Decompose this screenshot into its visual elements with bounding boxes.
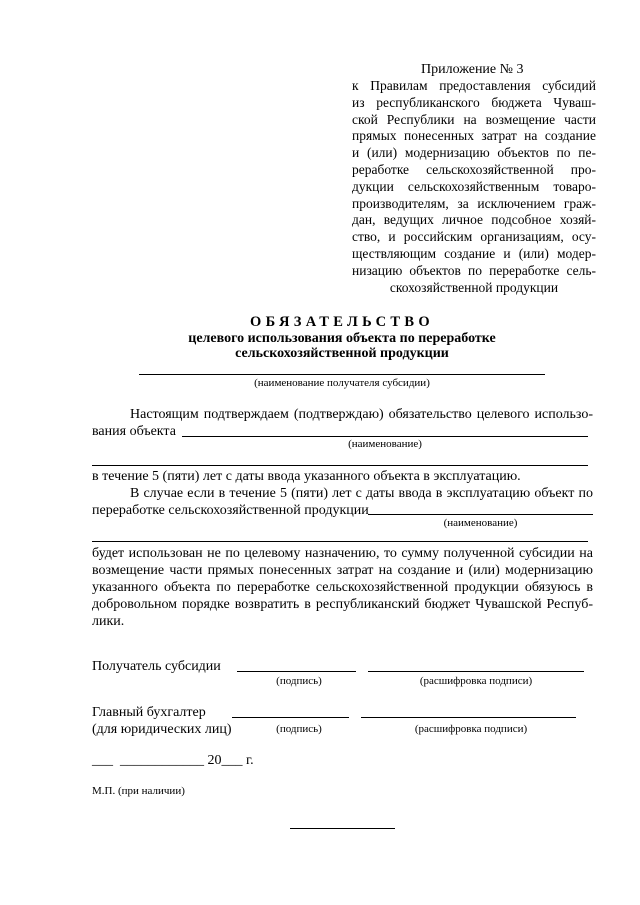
legal-entities-label: (для юридических лиц) <box>92 722 232 737</box>
annex-line: ство, и российским организациям, осу- <box>352 229 596 245</box>
recipient-name-line <box>139 374 545 375</box>
object-name-line <box>182 436 588 437</box>
annex-line: и (или) модернизацию объектов по пе- <box>352 145 596 161</box>
stamp-label: М.П. (при наличии) <box>92 785 185 797</box>
paragraph-line: в течение 5 (пяти) лет с даты ввода указанного объекта в эксплуатацию. <box>92 469 521 484</box>
decode-caption: (расшифровка подписи) <box>414 723 528 735</box>
paragraph-line: возмещение части прямых понесенных затрат на создание и (или) модернизацию <box>92 563 593 578</box>
recipient-label: Получатель субсидии <box>92 659 221 674</box>
object-name-line-2 <box>92 465 588 466</box>
paragraph <box>92 545 593 630</box>
document-subtitle: целевого использования объекта по переработке <box>188 331 496 346</box>
date-suffix: ___ г. <box>221 753 254 768</box>
annex-line: ской Республики на возмещение части <box>352 111 596 127</box>
date-field <box>92 752 254 769</box>
annex-line: из республиканского бюджета Чуваш- <box>352 94 596 110</box>
paragraph-line: лики. <box>92 614 125 629</box>
recipient-decode-line <box>368 671 584 672</box>
signature-caption: (подпись) <box>276 675 322 687</box>
paragraph-line: В случае если в течение 5 (пяти) лет с даты ввода в эксплуатацию объект по <box>130 486 593 501</box>
annex-line: дукции сельскохозяйственным товаро- <box>352 178 596 194</box>
paragraph-line: переработке сельскохозяйственной продукции <box>92 503 369 518</box>
accountant-decode-line <box>361 717 576 718</box>
processing-object-line-2 <box>92 541 588 542</box>
annex-line: к Правилам предоставления субсидий <box>352 78 596 93</box>
annex-line: скохозяйственной продукции <box>389 279 559 295</box>
paragraph-line: вания объекта <box>92 424 176 439</box>
signature-caption: (подпись) <box>276 723 322 735</box>
recipient-caption: (наименование получателя субсидии) <box>254 377 430 389</box>
annex-line: прямых понесенных затрат на создание <box>352 128 596 144</box>
annex-title: Приложение № 3 <box>421 62 524 77</box>
chief-accountant-label: Главный бухгалтер <box>92 705 206 720</box>
annex-line: реработке сельскохозяйственной про- <box>352 161 596 177</box>
annex-line: дан, ведущих личное подсобное хозяй- <box>352 212 596 228</box>
paragraph-line: добровольном порядке возвратить в республиканский бюджет Чувашской Респуб- <box>92 597 593 612</box>
processing-object-caption: (наименование) <box>443 517 518 529</box>
annex-line: производителям, за исключением граж- <box>352 195 596 211</box>
paragraph-line: будет использован не по целевому назначению, то сумму полученной субсидии на <box>92 546 593 561</box>
decode-caption: (расшифровка подписи) <box>419 675 533 687</box>
document-title: ОБЯЗАТЕЛЬСТВО <box>250 314 434 330</box>
paragraph-line: Настоящим подтверждаем (подтверждаю) обязательство целевого использо- <box>130 407 593 422</box>
recipient-signature-line <box>237 671 356 672</box>
annex-line: ществляющим создание и (или) модер- <box>352 245 596 261</box>
annex-text <box>352 78 596 296</box>
processing-object-line <box>368 514 593 515</box>
paragraph-line: указанного объекта по переработке сельскохозяйственной продукции обязуюсь в <box>92 580 593 595</box>
object-name-caption: (наименование) <box>348 438 422 450</box>
accountant-signature-line <box>232 717 349 718</box>
annex-line: низацию объектов по переработке сель- <box>352 262 596 278</box>
document-subtitle: сельскохозяйственной продукции <box>235 346 449 361</box>
bottom-separator <box>290 828 395 829</box>
date-prefix: ___ ____________ 20 <box>92 753 222 768</box>
